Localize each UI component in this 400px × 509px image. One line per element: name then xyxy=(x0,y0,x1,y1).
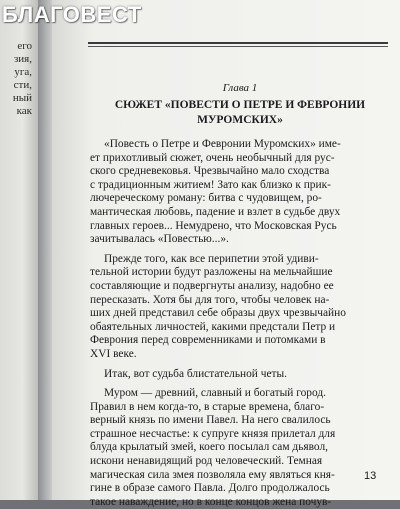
text-line: ского средневековья. Чрезвычайно мало сходства xyxy=(90,165,330,178)
text-line: XVI веке. xyxy=(90,347,137,360)
text-line: Итак, вот судьба блистательной четы. xyxy=(104,367,288,380)
text-line: обаятельных личностей, какими предстали Петр и xyxy=(90,320,336,333)
text-line: тельной истории будут разложены на мельчайшие xyxy=(90,266,333,279)
page-number: 13 xyxy=(364,470,377,482)
text-line: магическая сила змея позволяла ему являться кня- xyxy=(90,468,335,481)
left-page-fragment: его xyxy=(17,40,32,52)
body-text xyxy=(90,138,390,509)
paragraph xyxy=(90,253,390,362)
text-line: ших дней представил себе образы двух чрезвычайно xyxy=(90,307,346,320)
paragraph xyxy=(90,387,390,509)
text-line: искони ненавидящий род человеческий. Темная xyxy=(90,455,323,468)
text-line: страшное несчастье: к супруге князя прилетал для xyxy=(90,427,336,440)
chapter-heading-line: МУРОМСКИХ» xyxy=(197,114,283,126)
text-line: составляющие и подвергнуты анализу, надобно ее xyxy=(90,279,334,292)
text-line: такое наваждение, но в конце концов жена почув- xyxy=(90,495,332,508)
left-page-edge xyxy=(0,0,38,500)
text-line: Правил в нем когда-то, в старые времена, благо- xyxy=(90,400,325,413)
paragraph xyxy=(90,138,390,247)
left-page-fragment: сти, xyxy=(13,79,32,91)
text-line: верный князь по имени Павел. На него свалилось xyxy=(90,414,331,427)
text-line: Муром — древний, славный и богатый город. xyxy=(104,387,327,400)
text-line: гине в образе самого Павла. Долго продолжалось xyxy=(90,482,330,495)
left-page-fragment: зия, xyxy=(13,53,32,65)
text-line: мантическая любовь, падение и взлет в судьбе двух xyxy=(90,205,341,218)
chapter-heading-line: СЮЖЕТ «ПОВЕСТИ О ПЕТРЕ И ФЕВРОНИИ xyxy=(114,99,366,111)
header-rule-thin xyxy=(88,46,388,47)
page-text xyxy=(90,82,390,509)
text-line: блуда крылатый змей, коего посылал сам дьявол, xyxy=(90,441,329,454)
paragraph xyxy=(90,368,390,382)
text-line: лючереческому роману: битва с чудовищем, ро- xyxy=(90,192,322,205)
left-page-fragment: уга, xyxy=(14,66,32,78)
book-gutter xyxy=(38,0,52,500)
text-line: ет прихотливый сюжет, очень необычный для рус- xyxy=(90,151,335,164)
header-rule xyxy=(88,42,388,44)
chapter-heading xyxy=(90,98,390,128)
text-line: Феврония перед современниками и потомками в xyxy=(90,334,326,347)
chapter-label: Глава 1 xyxy=(222,82,258,94)
watermark-logo: БЛАГОВЕСТ xyxy=(2,2,142,27)
text-line: с традиционным житием! Зато как близко к прик- xyxy=(90,178,331,191)
text-line: пересказать. Хотя бы для того, чтобы человек на- xyxy=(90,293,330,306)
text-line: «Повесть о Петре и Февронии Муромских» име- xyxy=(104,138,341,150)
text-line: зачитывалась «Повестью...». xyxy=(90,233,229,246)
left-page-fragment: как xyxy=(16,105,32,117)
text-line: Прежде того, как все перипетии этой удиви- xyxy=(104,252,319,265)
left-page-fragment: ный xyxy=(12,92,32,104)
text-line: главных героев... Немудрено, что Московская Русь xyxy=(90,219,337,232)
